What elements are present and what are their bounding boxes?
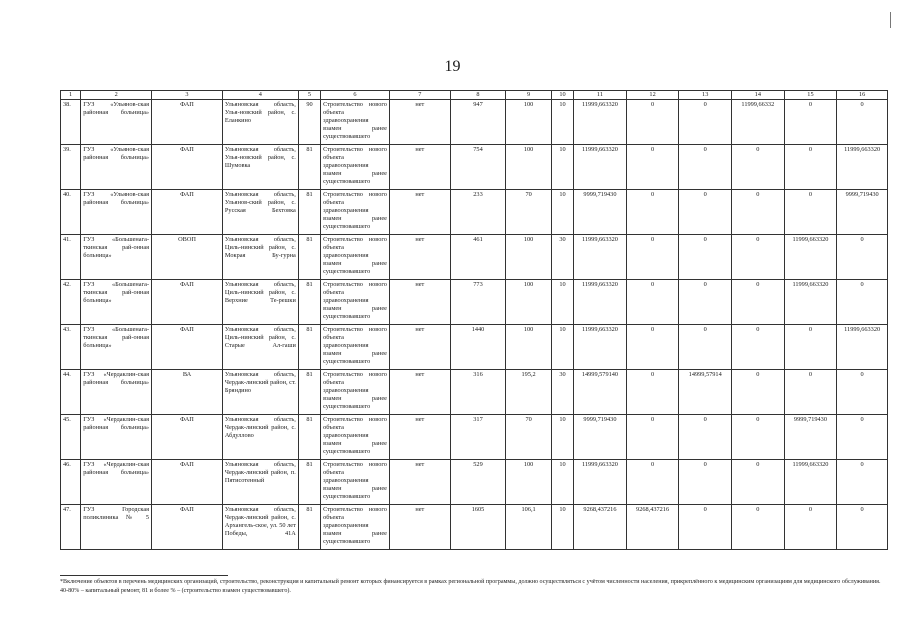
cell-col-9: 100 [506,280,552,325]
cell-col-12: 0 [626,415,679,460]
cell-col-16: 9999,719430 [837,190,888,235]
cell-col-15: 0 [784,100,837,145]
degree-cell: 81 [298,145,320,190]
work-type-cell: Строительство нового объекта здравоохранения взамен ранее существовавшего [321,460,390,505]
cell-col-7: нет [389,280,450,325]
cell-col-10: 10 [551,505,573,550]
cell-col-9: 70 [506,415,552,460]
degree-cell: 90 [298,100,320,145]
cell-col-11: 11999,663320 [574,145,627,190]
cell-col-8: 461 [450,235,506,280]
cell-col-8: 773 [450,280,506,325]
cell-col-13: 0 [679,460,732,505]
cell-col-12: 0 [626,460,679,505]
cell-col-15: 11999,663320 [784,280,837,325]
cell-col-11: 9268,437216 [574,505,627,550]
cell-col-15: 0 [784,325,837,370]
table-row [61,100,888,145]
row-number-cell: 45. [61,415,81,460]
cell-col-12: 0 [626,145,679,190]
address-cell: Ульяновская область, Улья-новский район, с. Еланкино [222,100,298,145]
facility-type-cell: ФАП [152,280,223,325]
degree-cell: 81 [298,370,320,415]
column-number-row [61,91,888,100]
column-number: 14 [732,91,785,100]
organization-cell: ГУЗ «Чердаклин-ская районная больница» [81,370,152,415]
degree-cell: 81 [298,460,320,505]
cell-col-15: 9999,719430 [784,415,837,460]
row-number-cell: 41. [61,235,81,280]
cell-col-11: 11999,663320 [574,235,627,280]
page-edge-mark [890,12,891,28]
cell-col-12: 9268,437216 [626,505,679,550]
facility-type-cell: ФАП [152,100,223,145]
cell-col-16: 0 [837,415,888,460]
table-row [61,415,888,460]
column-number: 5 [298,91,320,100]
cell-col-10: 30 [551,235,573,280]
facility-type-cell: ФАП [152,325,223,370]
column-number: 9 [506,91,552,100]
cell-col-7: нет [389,235,450,280]
row-number-cell: 47. [61,505,81,550]
cell-col-13: 14999,57914 [679,370,732,415]
cell-col-13: 0 [679,145,732,190]
row-number-cell: 40. [61,190,81,235]
footnote-rule [60,575,228,576]
cell-col-8: 316 [450,370,506,415]
address-cell: Ульяновская область, Циль-нинский район, с. Старые Ал-гаши [222,325,298,370]
cell-col-8: 754 [450,145,506,190]
organization-cell: ГУЗ «Ульянов-ская районная больница» [81,145,152,190]
cell-col-8: 1605 [450,505,506,550]
cell-col-9: 100 [506,460,552,505]
address-cell: Ульяновская область, Ульянов-ский район, с. Русская Бехтовка [222,190,298,235]
degree-cell: 81 [298,325,320,370]
column-number: 6 [321,91,390,100]
cell-col-14: 0 [732,325,785,370]
column-number: 10 [551,91,573,100]
page-number: 19 [444,58,461,75]
cell-col-14: 0 [732,415,785,460]
cell-col-13: 0 [679,280,732,325]
work-type-cell: Строительство нового объекта здравоохранения взамен ранее существовавшего [321,505,390,550]
cell-col-10: 10 [551,415,573,460]
work-type-cell: Строительство нового объекта здравоохранения взамен ранее существовавшего [321,100,390,145]
cell-col-8: 233 [450,190,506,235]
facility-type-cell: ФАП [152,415,223,460]
cell-col-9: 100 [506,100,552,145]
cell-col-7: нет [389,460,450,505]
objects-table [60,90,888,550]
cell-col-10: 30 [551,370,573,415]
cell-col-15: 11999,663320 [784,235,837,280]
work-type-cell: Строительство нового объекта здравоохранения взамен ранее существовавшего [321,415,390,460]
cell-col-14: 0 [732,145,785,190]
cell-col-16: 0 [837,505,888,550]
address-cell: Ульяновская область, Чердак-линский район, п. Пятисотенный [222,460,298,505]
degree-cell: 81 [298,190,320,235]
address-cell: Ульяновская область, Циль-нинский район, с. Верхние Те-решки [222,280,298,325]
cell-col-7: нет [389,505,450,550]
address-cell: Ульяновская область, Чердак-линский район, с. Абдуллово [222,415,298,460]
facility-type-cell: ФАП [152,190,223,235]
table-row [61,280,888,325]
address-cell: Ульяновская область, Улья-новский район, с. Шумовка [222,145,298,190]
cell-col-11: 9999,719430 [574,415,627,460]
cell-col-13: 0 [679,325,732,370]
degree-cell: 81 [298,505,320,550]
cell-col-11: 14999,579140 [574,370,627,415]
organization-cell: ГУЗ Городская поликлиника № 5 [81,505,152,550]
row-number-cell: 44. [61,370,81,415]
footnotes [60,578,890,595]
cell-col-10: 10 [551,325,573,370]
cell-col-11: 11999,663320 [574,100,627,145]
column-number: 7 [389,91,450,100]
cell-col-11: 9999,719430 [574,190,627,235]
degree-cell: 81 [298,235,320,280]
table-row [61,190,888,235]
table-row [61,370,888,415]
cell-col-9: 106,1 [506,505,552,550]
column-number: 4 [222,91,298,100]
cell-col-8: 947 [450,100,506,145]
cell-col-10: 10 [551,100,573,145]
organization-cell: ГУЗ «Ульянов-ская районная больница» [81,100,152,145]
column-number: 12 [626,91,679,100]
table-row [61,145,888,190]
cell-col-7: нет [389,325,450,370]
degree-cell: 81 [298,280,320,325]
cell-col-15: 0 [784,505,837,550]
table-row [61,235,888,280]
organization-cell: ГУЗ «Большенага-ткинская рай-онная больница» [81,280,152,325]
organization-cell: ГУЗ «Ульянов-ская районная больница» [81,190,152,235]
cell-col-9: 70 [506,190,552,235]
cell-col-14: 0 [732,505,785,550]
cell-col-14: 11999,66332 [732,100,785,145]
cell-col-7: нет [389,100,450,145]
cell-col-9: 100 [506,145,552,190]
cell-col-14: 0 [732,280,785,325]
organization-cell: ГУЗ «Большенага-ткинская рай-онная больница» [81,325,152,370]
cell-col-10: 10 [551,145,573,190]
cell-col-11: 11999,663320 [574,325,627,370]
table-row [61,505,888,550]
table-row [61,325,888,370]
cell-col-9: 195,2 [506,370,552,415]
cell-col-13: 0 [679,415,732,460]
cell-col-15: 11999,663320 [784,460,837,505]
column-number: 16 [837,91,888,100]
cell-col-12: 0 [626,280,679,325]
cell-col-10: 10 [551,460,573,505]
column-number: 11 [574,91,627,100]
cell-col-14: 0 [732,370,785,415]
footnote: *Включение объектов в перечень медицинских организаций, строительство, реконструкция и капитальный ремонт которых финансируется в рамках региональной программы, должно осуществляться с учётом численности населения, прикреплённого к медицинским организациям для медицинского обслуживания. [60,579,881,585]
facility-type-cell: ФАП [152,505,223,550]
work-type-cell: Строительство нового объекта здравоохранения взамен ранее существовавшего [321,190,390,235]
cell-col-16: 0 [837,460,888,505]
cell-col-12: 0 [626,100,679,145]
cell-col-15: 0 [784,145,837,190]
cell-col-12: 0 [626,370,679,415]
work-type-cell: Строительство нового объекта здравоохранения взамен ранее существовавшего [321,235,390,280]
column-number: 1 [61,91,81,100]
footnote: 40-80% – капитальный ремонт, 81 и более % – (строительство взамен существовавшего). [60,587,291,594]
cell-col-16: 0 [837,235,888,280]
cell-col-15: 0 [784,370,837,415]
cell-col-16: 11999,663320 [837,145,888,190]
cell-col-11: 11999,663320 [574,460,627,505]
column-number: 3 [152,91,223,100]
cell-col-16: 11999,663320 [837,325,888,370]
facility-type-cell: ФАП [152,145,223,190]
address-cell: Ульяновская область, Циль-нинский район, с. Мокрая Бу-гурна [222,235,298,280]
cell-col-10: 10 [551,190,573,235]
cell-col-7: нет [389,145,450,190]
cell-col-9: 100 [506,325,552,370]
cell-col-8: 317 [450,415,506,460]
table-row [61,460,888,505]
cell-col-16: 0 [837,370,888,415]
row-number-cell: 42. [61,280,81,325]
degree-cell: 81 [298,415,320,460]
cell-col-10: 10 [551,280,573,325]
cell-col-8: 529 [450,460,506,505]
organization-cell: ГУЗ «Большенага-ткинская рай-онная больница» [81,235,152,280]
table-body [61,100,888,550]
cell-col-8: 1440 [450,325,506,370]
column-number: 13 [679,91,732,100]
organization-cell: ГУЗ «Чердаклин-ская районная больница» [81,415,152,460]
address-cell: Ульяновская область, Чердак-линский район, ст. Бряндино [222,370,298,415]
row-number-cell: 43. [61,325,81,370]
work-type-cell: Строительство нового объекта здравоохранения взамен ранее существовавшего [321,370,390,415]
cell-col-11: 11999,663320 [574,280,627,325]
address-cell: Ульяновская область, Чердак-линский район, с. Архангель-ское, ул. 50 лет Победы, 41А [222,505,298,550]
work-type-cell: Строительство нового объекта здравоохранения взамен ранее существовавшего [321,280,390,325]
cell-col-16: 0 [837,100,888,145]
cell-col-12: 0 [626,235,679,280]
cell-col-14: 0 [732,190,785,235]
cell-col-13: 0 [679,100,732,145]
organization-cell: ГУЗ «Чердаклин-ская районная больница» [81,460,152,505]
cell-col-7: нет [389,190,450,235]
row-number-cell: 38. [61,100,81,145]
column-number: 2 [81,91,152,100]
row-number-cell: 39. [61,145,81,190]
cell-col-15: 0 [784,190,837,235]
cell-col-7: нет [389,415,450,460]
facility-type-cell: ФАП [152,460,223,505]
cell-col-12: 0 [626,325,679,370]
cell-col-13: 0 [679,505,732,550]
cell-col-14: 0 [732,460,785,505]
row-number-cell: 46. [61,460,81,505]
cell-col-13: 0 [679,190,732,235]
cell-col-12: 0 [626,190,679,235]
work-type-cell: Строительство нового объекта здравоохранения взамен ранее существовавшего [321,145,390,190]
cell-col-13: 0 [679,235,732,280]
cell-col-9: 100 [506,235,552,280]
facility-type-cell: ОВОП [152,235,223,280]
column-number: 8 [450,91,506,100]
column-number: 15 [784,91,837,100]
work-type-cell: Строительство нового объекта здравоохранения взамен ранее существовавшего [321,325,390,370]
facility-type-cell: ВА [152,370,223,415]
cell-col-16: 0 [837,280,888,325]
cell-col-14: 0 [732,235,785,280]
cell-col-7: нет [389,370,450,415]
